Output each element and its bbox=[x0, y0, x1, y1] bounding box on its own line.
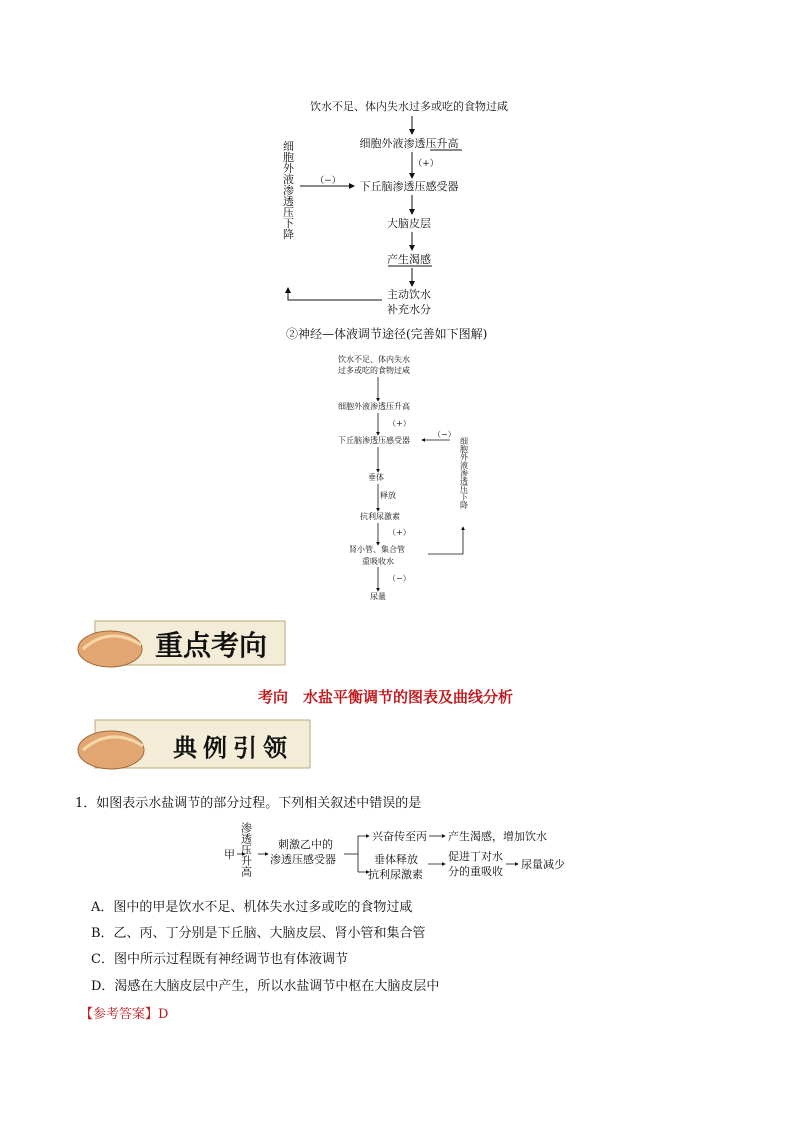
option-b: B．乙、丙、丁分别是下丘脑、大脑皮层、肾小管和集合管 bbox=[91, 926, 426, 941]
banner2-text: 典例引领 bbox=[173, 733, 293, 762]
banner-typical-example bbox=[75, 712, 313, 774]
d2-step2: 细胞外液渗透压升高 bbox=[338, 402, 410, 411]
d2-step6: 肾小管、集合管 bbox=[349, 545, 405, 554]
d1-step3: 下丘脑渗透压感受器 bbox=[359, 180, 459, 193]
d2-plus: （+） bbox=[388, 419, 411, 428]
thirst-regulation-diagram bbox=[270, 90, 540, 322]
d1-plus: （+） bbox=[413, 159, 439, 169]
d1-feedback: 细胞外液渗透压下降 bbox=[281, 140, 295, 240]
fig-jia: 甲 bbox=[224, 848, 235, 861]
d2-step7: 重吸收水 bbox=[362, 557, 394, 566]
d2-top-b: 过多或吃的食物过咸 bbox=[338, 366, 410, 375]
d1-minus: （−） bbox=[315, 176, 341, 186]
answer-label: 【参考答案】 bbox=[80, 1007, 159, 1022]
fig-low1a: 垂体释放 bbox=[374, 853, 418, 866]
fig-low3: 尿量减少 bbox=[521, 858, 565, 871]
fig-up1: 兴奋传至丙 bbox=[372, 830, 427, 843]
d2-minus2: （−） bbox=[388, 574, 411, 583]
d2-top-a: 饮水不足、体内失水 bbox=[338, 355, 410, 364]
banner1-text: 重点考向 bbox=[155, 629, 268, 662]
d2-feedback: 细胞外液渗透压下降 bbox=[459, 437, 469, 509]
d2-step4: 垂体 bbox=[368, 473, 384, 482]
shell-banner-graphic bbox=[75, 712, 313, 774]
fig-low2a: 促进丁对水 bbox=[448, 850, 503, 863]
d2-step3: 下丘脑渗透压感受器 bbox=[338, 436, 410, 445]
question-figure bbox=[218, 816, 578, 888]
d2-step8: 尿量 bbox=[370, 592, 386, 601]
question-stem: 1．如图表示水盐调节的部分过程。下列相关叙述中错误的是 bbox=[75, 796, 422, 811]
fig-vertical: 渗透压升高 bbox=[239, 822, 253, 877]
diagram-caption: ②神经—体液调节途径(完善如下图解) bbox=[286, 327, 488, 341]
d2-step5: 抗利尿激素 bbox=[360, 512, 400, 521]
neuro-humoral-diagram bbox=[330, 345, 480, 607]
d1-step2: 细胞外液渗透压升高 bbox=[359, 137, 459, 150]
d2-release: 释放 bbox=[380, 491, 396, 500]
section-heading: 考向 水盐平衡调节的图表及曲线分析 bbox=[258, 688, 514, 706]
option-d: D．渴感在大脑皮层中产生，所以水盐调节中枢在大脑皮层中 bbox=[91, 979, 440, 994]
banner-key-direction bbox=[75, 615, 287, 670]
d1-step5: 产生渴感 bbox=[387, 253, 431, 266]
d2-plus2: （+） bbox=[388, 528, 411, 537]
d1-step4: 大脑皮层 bbox=[387, 217, 431, 230]
fig-low2b: 分的重吸收 bbox=[448, 865, 503, 878]
answer-value: D bbox=[158, 1007, 169, 1022]
d1-top: 饮水不足、体内失水过多或吃的食物过咸 bbox=[310, 100, 508, 113]
fig-low1b: 抗利尿激素 bbox=[368, 868, 423, 881]
d2-minus: （−） bbox=[433, 430, 456, 439]
fig-box-b: 渗透压感受器 bbox=[270, 853, 336, 866]
fig-box-a: 刺激乙中的 bbox=[278, 838, 333, 851]
option-a: A．图中的甲是饮水不足、机体失水过多或吃的食物过咸 bbox=[91, 900, 413, 915]
shell-banner-graphic bbox=[75, 615, 287, 670]
fig-up2: 产生渴感，增加饮水 bbox=[448, 830, 547, 843]
d1-step6b: 补充水分 bbox=[387, 303, 431, 316]
answer-line bbox=[80, 1003, 168, 1022]
option-c: C．图中所示过程既有神经调节也有体液调节 bbox=[91, 952, 348, 967]
d1-step6a: 主动饮水 bbox=[387, 288, 431, 301]
